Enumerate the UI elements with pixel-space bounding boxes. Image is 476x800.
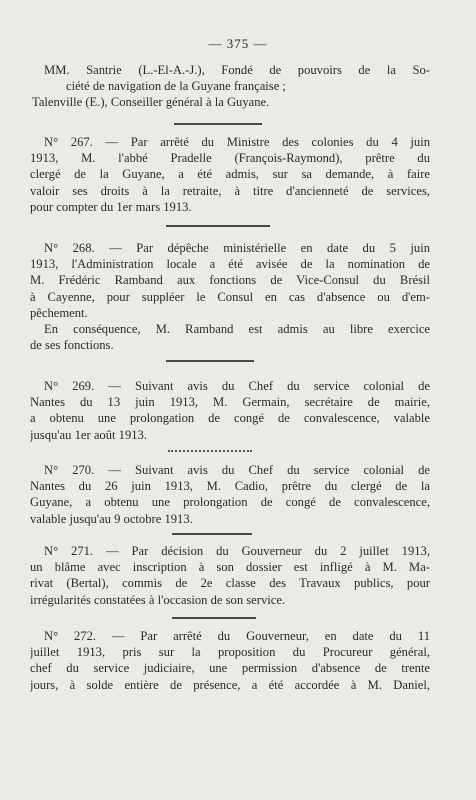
entry-272 [30,628,430,693]
entry-line: N° 267. — Par arrêté du Ministre des colonies du 4 juin [44,135,430,149]
entry-line: Nantes du 13 juin 1913, M. Germain, secrétaire de mairie, [30,395,430,410]
separator-rule [166,225,270,227]
header-block [30,62,430,111]
entry-line: N° 268. — Par dépêche ministérielle en date du 5 juin [44,241,430,255]
header-line: MM. Santrie (L.-El-A.-J.), Fondé de pouvoirs de la So- [44,63,430,77]
entry-line: Guyane, a obtenu une prolongation de congé de convalescence, [30,495,430,510]
header-line: Talenville (E.), Conseiller général à la Guyane. [32,95,270,110]
separator-rule [166,360,254,362]
entry-line: Nantes du 26 juin 1913, M. Cadio, prêtre du clergé de la [30,479,430,494]
separator-rule [172,533,252,535]
entry-line: a obtenu une prolongation de congé de convalescence, valable [30,411,430,426]
entry-line: irrégularités constatées à l'occasion de son service. [30,592,286,607]
entry-line: à Cayenne, pour suppléer le Consul en cas d'absence ou d'em- [30,289,430,304]
entry-line: M. Frédéric Ramband aux fonctions de Vice-Consul du Brésil [30,273,430,288]
entry-line: clergé de la Guyane, a été admis, sur sa demande, à faire [30,167,430,182]
entry-line: pour compter du 1er mars 1913. [30,199,192,214]
separator-rule [172,617,256,619]
entry-line: jours, à solde entière de présence, a été accordée à M. Daniel, [30,677,430,692]
entry-line: N° 272. — Par arrêté du Gouverneur, en date du 11 [44,629,430,643]
entry-line: 1913, l'Administration locale a été avisée de la nomination de [30,257,430,272]
entry-line: juillet 1913, pris sur la proposition du Procureur général, [30,645,430,660]
entry-line: N° 270. — Suivant avis du Chef du service colonial de [44,463,430,477]
entry-line: de ses fonctions. [30,338,114,353]
entry-line: rivat (Bertal), commis de 2e classe des Travaux publics, pour [30,576,430,591]
entry-line: pêchement. [30,305,88,320]
header-line: ciété de navigation de la Guyane française ; [66,79,286,94]
separator-rule [168,450,252,452]
entry-line: 1913, M. l'abbé Pradelle (François-Raymond), prêtre du [30,151,430,166]
entry-line: valoir ses droits à la retraite, à titre d'ancienneté de services, [30,183,430,198]
entry-269 [30,378,430,443]
entry-line: jusqu'au 1er août 1913. [30,427,147,442]
entry-line: valable jusqu'au 9 octobre 1913. [30,511,193,526]
entry-line: En conséquence, M. Ramband est admis au libre exercice [44,322,430,337]
entry-267 [30,134,430,215]
entry-line: chef du service judiciaire, une permission d'absence de trente [30,661,430,676]
entry-line: N° 269. — Suivant avis du Chef du service colonial de [44,379,430,393]
entry-line: N° 271. — Par décision du Gouverneur du 2 juillet 1913, [44,544,430,558]
separator-rule [174,123,262,125]
entry-268 [30,240,430,353]
entry-271 [30,543,430,608]
entry-line: un blâme avec inscription à son dossier est infligé à M. Ma- [30,560,430,575]
page-number: — 375 — [208,36,268,51]
entry-270 [30,462,430,527]
